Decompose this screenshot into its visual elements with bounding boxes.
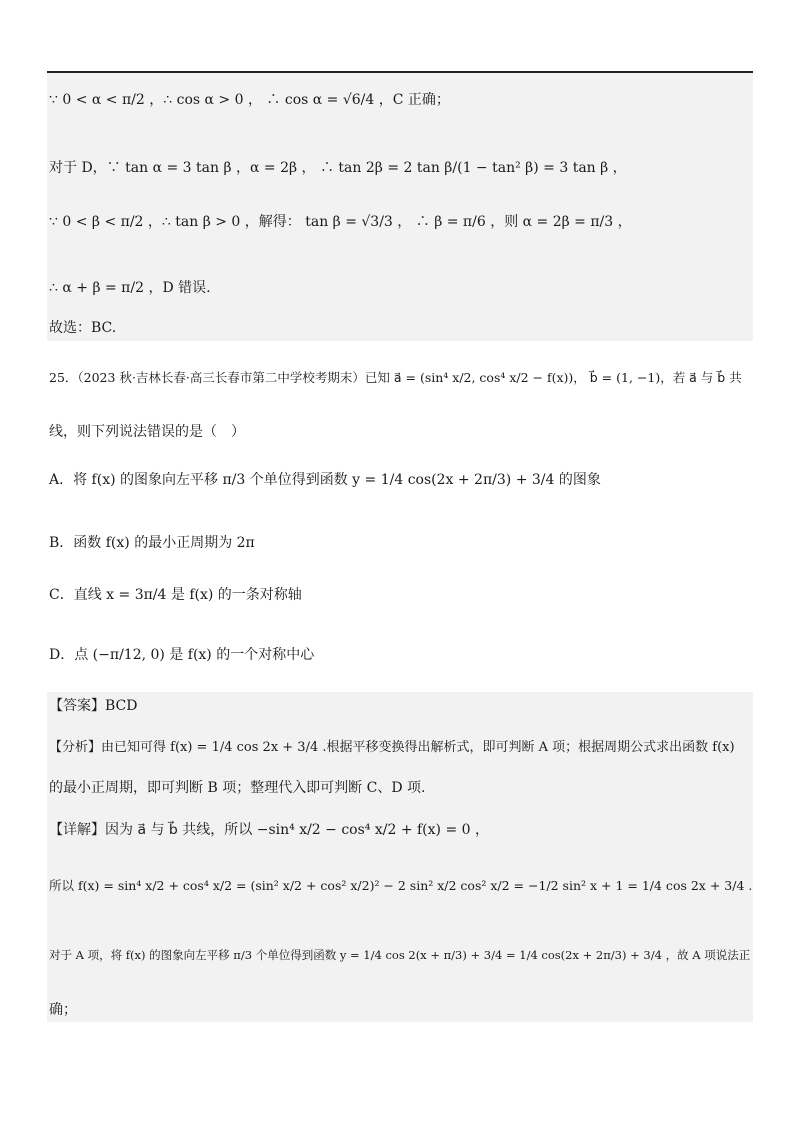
detail-line-1: 【详解】因为 a⃗ 与 b⃗ 共线，所以 −sin⁴ x/2 − cos⁴ x/2 + f(x) = 0 ， — [49, 822, 489, 838]
solution-line-tan-beta: ∵ 0 < β < π/2 ，∴ tan β > 0 ，解得： tan β = √3/3 ， ∴ β = π/6 ，则 α = 2β = π/3 ， — [49, 214, 632, 230]
option-a: A．将 f(x) 的图象向左平移 π/3 个单位得到函数 y = 1/4 cos(2x + 2π/3) + 3/4 的图象 — [49, 472, 601, 488]
solution-line-choice: 故选：BC. — [49, 320, 117, 336]
option-b: B．函数 f(x) 的最小正周期为 2π — [49, 535, 255, 551]
solution-line-cos: ∵ 0 < α < π/2 ，∴ cos α > 0 ， ∴ cos α = √6/4 ，C 正确； — [49, 92, 450, 108]
option-d: D．点 (−π/12, 0) 是 f(x) 的一个对称中心 — [49, 647, 315, 663]
question-25-stem: 25．（2023 秋·吉林长春·高三长春市第二中学校考期末）已知 a⃗ = (sin⁴ x/2, cos⁴ x/2 − f(x))， b⃗ = (1, −1)，若 a⃗ 与 b⃗ 共 — [49, 370, 742, 385]
answer-line: 【答案】BCD — [49, 698, 138, 714]
detail-line-3: 对于 A 项，将 f(x) 的图象向左平移 π/3 个单位得到函数 y = 1/4 cos 2(x + π/3) + 3/4 = 1/4 cos(2x + 2π/3) + 3/4 ，故 A 项说法正 — [49, 948, 751, 962]
detail-line-2: 所以 f(x) = sin⁴ x/2 + cos⁴ x/2 = (sin² x/2 + cos² x/2)² − 2 sin² x/2 cos² x/2 = −1/2 sin² x + 1 = 1/4 cos 2x + 3/4 . — [49, 878, 753, 893]
question-25-stem-cont: 线，则下列说法错误的是（ ） — [49, 424, 245, 440]
solution-block-previous — [47, 73, 753, 341]
option-c: C．直线 x = 3π/4 是 f(x) 的一条对称轴 — [49, 587, 302, 603]
analysis-line-1: 【分析】由已知可得 f(x) = 1/4 cos 2x + 3/4 .根据平移变换得出解析式，即可判断 A 项；根据周期公式求出函数 f(x) — [49, 740, 735, 755]
solution-line-conclusion-d: ∴ α + β = π/2 ，D 错误. — [49, 280, 211, 296]
detail-line-4: 确； — [49, 1002, 77, 1018]
solution-line-option-d: 对于 D，∵ tan α = 3 tan β ，α = 2β ， ∴ tan 2β = 2 tan β/(1 − tan² β) = 3 tan β ， — [49, 160, 627, 176]
analysis-line-2: 的最小正周期，即可判断 B 项；整理代入即可判断 C、D 项. — [49, 780, 426, 796]
